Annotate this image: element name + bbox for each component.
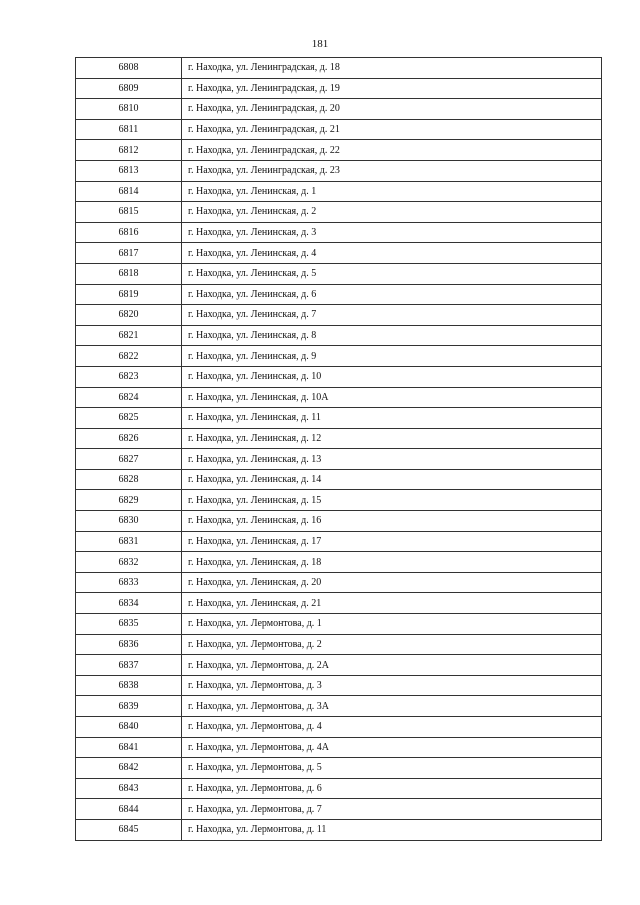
row-number-cell: 6842 [76,758,182,779]
table-row [76,387,602,408]
table-row [76,58,602,79]
table-row [76,655,602,676]
address-cell: г. Находка, ул. Ленинская, д. 11 [182,408,602,429]
table-row [76,778,602,799]
row-number-cell: 6841 [76,737,182,758]
row-number-cell: 6837 [76,655,182,676]
table-row [76,284,602,305]
row-number-cell: 6809 [76,78,182,99]
row-number-cell: 6828 [76,469,182,490]
address-cell: г. Находка, ул. Лермонтова, д. 2А [182,655,602,676]
address-cell: г. Находка, ул. Лермонтова, д. 3 [182,675,602,696]
address-cell: г. Находка, ул. Ленинградская, д. 23 [182,160,602,181]
table-row [76,346,602,367]
address-cell: г. Находка, ул. Ленинская, д. 12 [182,428,602,449]
address-cell: г. Находка, ул. Лермонтова, д. 2 [182,634,602,655]
table-row [76,160,602,181]
row-number-cell: 6817 [76,243,182,264]
table-row [76,696,602,717]
address-cell: г. Находка, ул. Ленинская, д. 10А [182,387,602,408]
table-row [76,325,602,346]
row-number-cell: 6844 [76,799,182,820]
address-cell: г. Находка, ул. Лермонтова, д. 5 [182,758,602,779]
row-number-cell: 6823 [76,366,182,387]
address-cell: г. Находка, ул. Ленинская, д. 2 [182,202,602,223]
address-cell: г. Находка, ул. Ленинская, д. 15 [182,490,602,511]
address-cell: г. Находка, ул. Ленинская, д. 1 [182,181,602,202]
table-row [76,263,602,284]
row-number-cell: 6814 [76,181,182,202]
row-number-cell: 6818 [76,263,182,284]
table-row [76,737,602,758]
address-cell: г. Находка, ул. Ленинская, д. 17 [182,531,602,552]
table-row [76,305,602,326]
row-number-cell: 6830 [76,511,182,532]
row-number-cell: 6821 [76,325,182,346]
row-number-cell: 6815 [76,202,182,223]
table-row [76,717,602,738]
address-cell: г. Находка, ул. Ленинградская, д. 21 [182,119,602,140]
table-row [76,119,602,140]
row-number-cell: 6839 [76,696,182,717]
row-number-cell: 6810 [76,99,182,120]
table-row [76,819,602,840]
row-number-cell: 6820 [76,305,182,326]
table-row [76,552,602,573]
row-number-cell: 6816 [76,222,182,243]
address-cell: г. Находка, ул. Лермонтова, д. 11 [182,819,602,840]
table-row [76,758,602,779]
row-number-cell: 6840 [76,717,182,738]
address-cell: г. Находка, ул. Ленинская, д. 18 [182,552,602,573]
address-cell: г. Находка, ул. Ленинская, д. 4 [182,243,602,264]
row-number-cell: 6812 [76,140,182,161]
address-cell: г. Находка, ул. Ленинская, д. 20 [182,572,602,593]
table-row [76,181,602,202]
table-row [76,140,602,161]
page-number: 181 [311,38,329,50]
address-cell: г. Находка, ул. Ленинградская, д. 20 [182,99,602,120]
address-cell: г. Находка, ул. Ленинская, д. 14 [182,469,602,490]
row-number-cell: 6833 [76,572,182,593]
row-number-cell: 6824 [76,387,182,408]
address-cell: г. Находка, ул. Ленинская, д. 10 [182,366,602,387]
row-number-cell: 6811 [76,119,182,140]
table-row [76,202,602,223]
table-row [76,675,602,696]
table-row [76,366,602,387]
address-cell: г. Находка, ул. Лермонтова, д. 4А [182,737,602,758]
table-row [76,634,602,655]
table-row [76,428,602,449]
row-number-cell: 6836 [76,634,182,655]
address-cell: г. Находка, ул. Ленинградская, д. 22 [182,140,602,161]
address-table-body [76,58,602,841]
table-row [76,593,602,614]
row-number-cell: 6831 [76,531,182,552]
address-cell: г. Находка, ул. Лермонтова, д. 7 [182,799,602,820]
address-cell: г. Находка, ул. Ленинская, д. 6 [182,284,602,305]
address-cell: г. Находка, ул. Ленинская, д. 13 [182,449,602,470]
row-number-cell: 6845 [76,819,182,840]
address-cell: г. Находка, ул. Лермонтова, д. 4 [182,717,602,738]
address-cell: г. Находка, ул. Ленинская, д. 5 [182,263,602,284]
table-row [76,408,602,429]
address-cell: г. Находка, ул. Лермонтова, д. 6 [182,778,602,799]
address-cell: г. Находка, ул. Ленинская, д. 3 [182,222,602,243]
table-row [76,469,602,490]
row-number-cell: 6813 [76,160,182,181]
table-row [76,614,602,635]
row-number-cell: 6834 [76,593,182,614]
table-row [76,531,602,552]
row-number-cell: 6827 [76,449,182,470]
table-row [76,243,602,264]
address-cell: г. Находка, ул. Ленинская, д. 9 [182,346,602,367]
address-cell: г. Находка, ул. Ленинская, д. 16 [182,511,602,532]
row-number-cell: 6838 [76,675,182,696]
address-cell: г. Находка, ул. Ленинская, д. 21 [182,593,602,614]
table-row [76,490,602,511]
row-number-cell: 6822 [76,346,182,367]
row-number-cell: 6819 [76,284,182,305]
table-row [76,449,602,470]
row-number-cell: 6843 [76,778,182,799]
row-number-cell: 6835 [76,614,182,635]
row-number-cell: 6829 [76,490,182,511]
address-cell: г. Находка, ул. Ленинградская, д. 18 [182,58,602,79]
address-cell: г. Находка, ул. Лермонтова, д. 3А [182,696,602,717]
address-cell: г. Находка, ул. Ленинская, д. 8 [182,325,602,346]
table-row [76,572,602,593]
row-number-cell: 6826 [76,428,182,449]
table-row [76,222,602,243]
row-number-cell: 6808 [76,58,182,79]
table-row [76,99,602,120]
address-cell: г. Находка, ул. Ленинградская, д. 19 [182,78,602,99]
row-number-cell: 6825 [76,408,182,429]
table-row [76,799,602,820]
address-cell: г. Находка, ул. Лермонтова, д. 1 [182,614,602,635]
table-row [76,78,602,99]
address-table [75,57,602,841]
table-row [76,511,602,532]
address-cell: г. Находка, ул. Ленинская, д. 7 [182,305,602,326]
row-number-cell: 6832 [76,552,182,573]
